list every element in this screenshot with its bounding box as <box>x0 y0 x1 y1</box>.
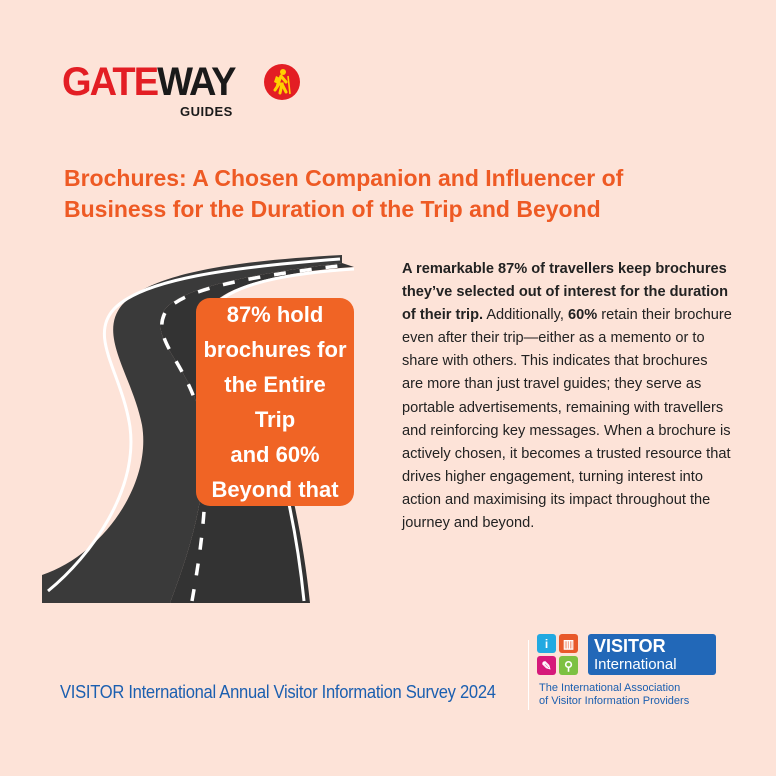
headline-line-1: Brochures: A Chosen Companion and Influencer of <box>64 165 624 191</box>
map-icon: ▥ <box>559 634 578 653</box>
logo-name-box <box>588 634 716 675</box>
body-paragraph <box>402 258 732 535</box>
logo-tagline-line-2: of Visitor Information Providers <box>539 695 690 707</box>
body-bold-stat: 60% <box>568 307 598 324</box>
hiker-icon <box>264 64 300 100</box>
logo-word-way: WAY <box>157 60 235 104</box>
tag-icon: ✎ <box>537 656 556 675</box>
callout-line-4: and 60% <box>230 442 320 467</box>
logo-name-line-1: VISITOR <box>594 636 666 656</box>
callout-line-2: brochures for <box>203 337 347 362</box>
stat-callout <box>196 298 354 506</box>
headline-line-2: Business for the Duration of the Trip and Beyond <box>64 196 601 222</box>
survey-source: VISITOR International Annual Visitor Information Survey 2024 <box>60 682 496 702</box>
logo-subtitle: GUIDES <box>180 104 233 119</box>
logo-tagline <box>539 682 719 708</box>
logo-word-gate: GATE <box>62 60 158 104</box>
callout-line-5: Beyond that <box>211 477 339 502</box>
body-bold-intro: A remarkable 87% of travellers keep brochures they’ve selected out of interest for the duration of their trip. <box>402 261 728 324</box>
callout-line-1: 87% hold <box>226 302 324 327</box>
location-pin-icon: ⚲ <box>559 656 578 675</box>
body-text-1: Additionally, <box>483 307 568 324</box>
callout-line-3: the Entire Trip <box>224 372 326 432</box>
page-headline <box>64 163 744 225</box>
body-text-2: retain their brochure even after their trip—either as a memento or to share with others. This indicates that brochures are more than just travel guides; they serve as portable advertisements, remaining with travellers and reinforcing key messages. When a brochure is actively chosen, it becomes a trusted resource that drives higher engagement, turning interest into action and maximising its impact throughout the journey and beyond. <box>402 307 732 532</box>
gateway-guides-logo <box>62 60 302 122</box>
logo-tagline-line-1: The International Association <box>539 682 681 694</box>
visitor-international-logo <box>537 634 717 710</box>
info-icon: i <box>537 634 556 653</box>
logo-name-line-2: International <box>594 656 677 673</box>
divider <box>528 640 529 710</box>
logo-tiles <box>537 634 581 678</box>
logo-wordmark <box>62 60 235 104</box>
